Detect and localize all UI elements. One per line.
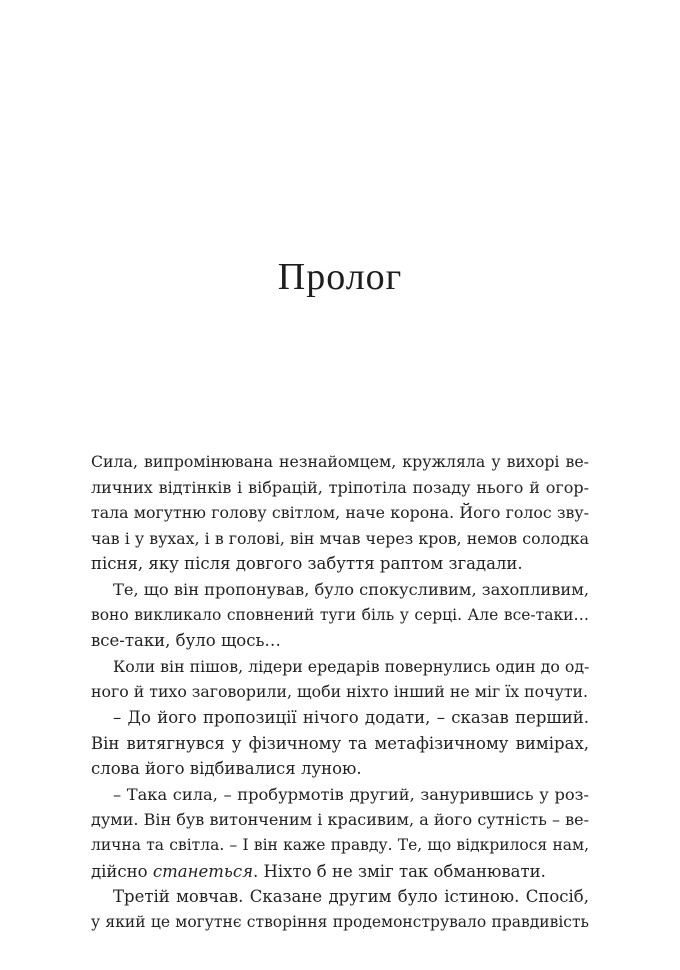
text-line: у який це могутнє створіння продемонструвало правдивість	[91, 912, 589, 931]
text-line: слова його відбивалися луною.	[91, 759, 362, 779]
text-line: личних відтінків і вібрацій, тріпотіла позаду нього й огор-	[91, 477, 589, 497]
emphasized-word: станеться	[152, 861, 254, 881]
text-line: – До його пропозиції нічого додати, – сказав перший.	[113, 707, 589, 727]
text-line: ного й тихо заговорили, щоби ніхто інший не міг їх почути.	[91, 682, 589, 702]
text-line: воно викликало сповнений туги біль у серці. Але все-таки…	[91, 605, 589, 624]
text-line: чав і у вухах, і в голові, він мчав через кров, немов солодка	[91, 528, 589, 548]
text-line: Те, що він пропонував, було спокусливим, захопливим,	[113, 579, 590, 599]
text-line: Сила, випромінювана незнайомцем, кружляла у вихорі ве-	[91, 452, 589, 471]
prologue-text	[91, 449, 589, 935]
text-line: дійсно станеться. Ніхто б не зміг так обманювати.	[91, 861, 546, 881]
text-line: тала могутню голову світлом, наче корона. Його голос зву-	[91, 503, 589, 523]
text-line: – Така сила, – пробурмотів другий, занурившись у роз-	[113, 784, 589, 804]
text-line: думи. Він був витонченим і красивим, а його сутність – ве-	[91, 810, 589, 830]
text-line: Коли він пішов, лідери ередарів повернулись один до од-	[113, 656, 590, 676]
text-line: лична та світла. – І він каже правду. Те, що відкрилося нам,	[91, 835, 589, 854]
text-line: Він витягнувся у фізичному та метафізичному вимірах,	[91, 733, 589, 753]
text-line: пісня, яку після довгого забуття раптом згадали.	[91, 554, 523, 574]
text-line: Третій мовчав. Сказане другим було істиною. Спосіб,	[113, 887, 589, 907]
chapter-title: Пролог	[277, 256, 403, 298]
text-line: все-таки, було щось…	[91, 631, 281, 651]
